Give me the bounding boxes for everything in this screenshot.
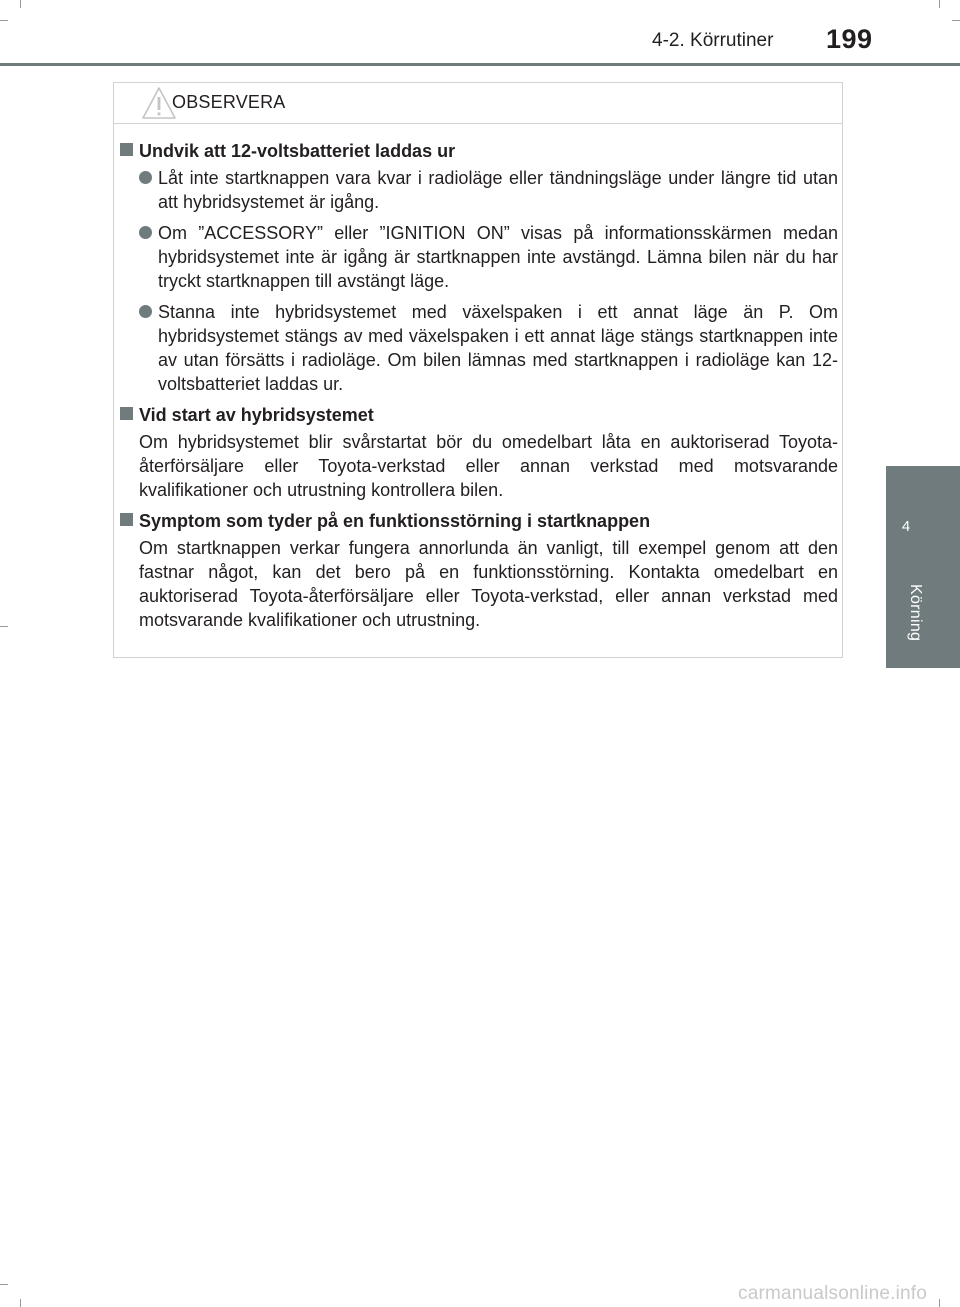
header-rule: [0, 63, 960, 66]
chapter-label: Körning: [907, 584, 924, 642]
block-title: [120, 139, 838, 163]
crop-mark: [0, 1284, 8, 1285]
chapter-number: 4: [901, 518, 911, 535]
caution-block-starting: [120, 403, 838, 502]
caution-block-malfunction: [120, 509, 838, 632]
block-text: Om hybridsystemet blir svårstartat bör du omedelbart låta en auktoriserad Toyota-återförsäljare eller Toyota-verkstad eller annan verkstad med motsvarande kvalifikationer och utrustning kontrollera bilen.: [139, 432, 838, 500]
crop-mark: [20, 1299, 21, 1307]
square-bullet-icon: [120, 513, 133, 526]
block-title-text: Vid start av hybridsystemet: [139, 405, 374, 425]
caution-header: [114, 83, 842, 124]
block-title-text: Symptom som tyder på en funktionsstörning i startknappen: [139, 511, 651, 531]
caution-block-battery: [120, 139, 838, 396]
caution-content: [120, 139, 838, 639]
block-title: [120, 509, 838, 533]
block-title: [120, 403, 838, 427]
watermark: carmanualsonline.info: [738, 1283, 928, 1304]
bullet-text: Låt inte startknappen vara kvar i radioläge eller tändningsläge under längre tid utan att hybridsystemet är igång.: [158, 168, 838, 212]
chapter-tab: [886, 466, 960, 668]
circle-bullet-icon: [139, 171, 152, 184]
bullet-item: [120, 300, 838, 396]
block-title-text: Undvik att 12-voltsbatteriet laddas ur: [139, 141, 456, 161]
block-text: Om startknappen verkar fungera annorlunda än vanligt, till exempel genom att den fastnar något, kan det bero på en funktionsstörning. Kontakta omedelbart en auktoriserad Toyota-återförsäljare eller Toyota-verkstad, eller annan verkstad med motsvarande kvalifikationer och utrustning.: [139, 538, 838, 630]
circle-bullet-icon: [139, 226, 152, 239]
section-title: 4-2. Körrutiner: [652, 30, 774, 51]
bullet-item: [120, 166, 838, 214]
bullet-item: [120, 221, 838, 293]
page-header: [0, 0, 960, 66]
bullet-text: Om ”ACCESSORY” eller ”IGNITION ON” visas på informationsskärmen medan hybridsystemet inte är igång är startknappen inte avstängd. Lämna bilen när du har tryckt startknappen till avstängt läge.: [158, 223, 838, 291]
caution-box: [113, 82, 843, 658]
crop-mark: [939, 1299, 940, 1307]
bullet-text: Stanna inte hybridsystemet med växelspaken i ett annat läge än P. Om hybridsystemet stängs av med växelspaken i ett annat läge stängs startknappen inte av utan försätts i radioläge. Om bilen lämnas med startknappen i radioläge kan 12-voltsbatteriet laddas ur.: [158, 302, 838, 394]
caution-label: OBSERVERA: [172, 92, 286, 112]
circle-bullet-icon: [139, 305, 152, 318]
page-number: 199: [826, 24, 873, 54]
square-bullet-icon: [120, 143, 133, 156]
crop-mark: [0, 626, 8, 627]
square-bullet-icon: [120, 407, 133, 420]
